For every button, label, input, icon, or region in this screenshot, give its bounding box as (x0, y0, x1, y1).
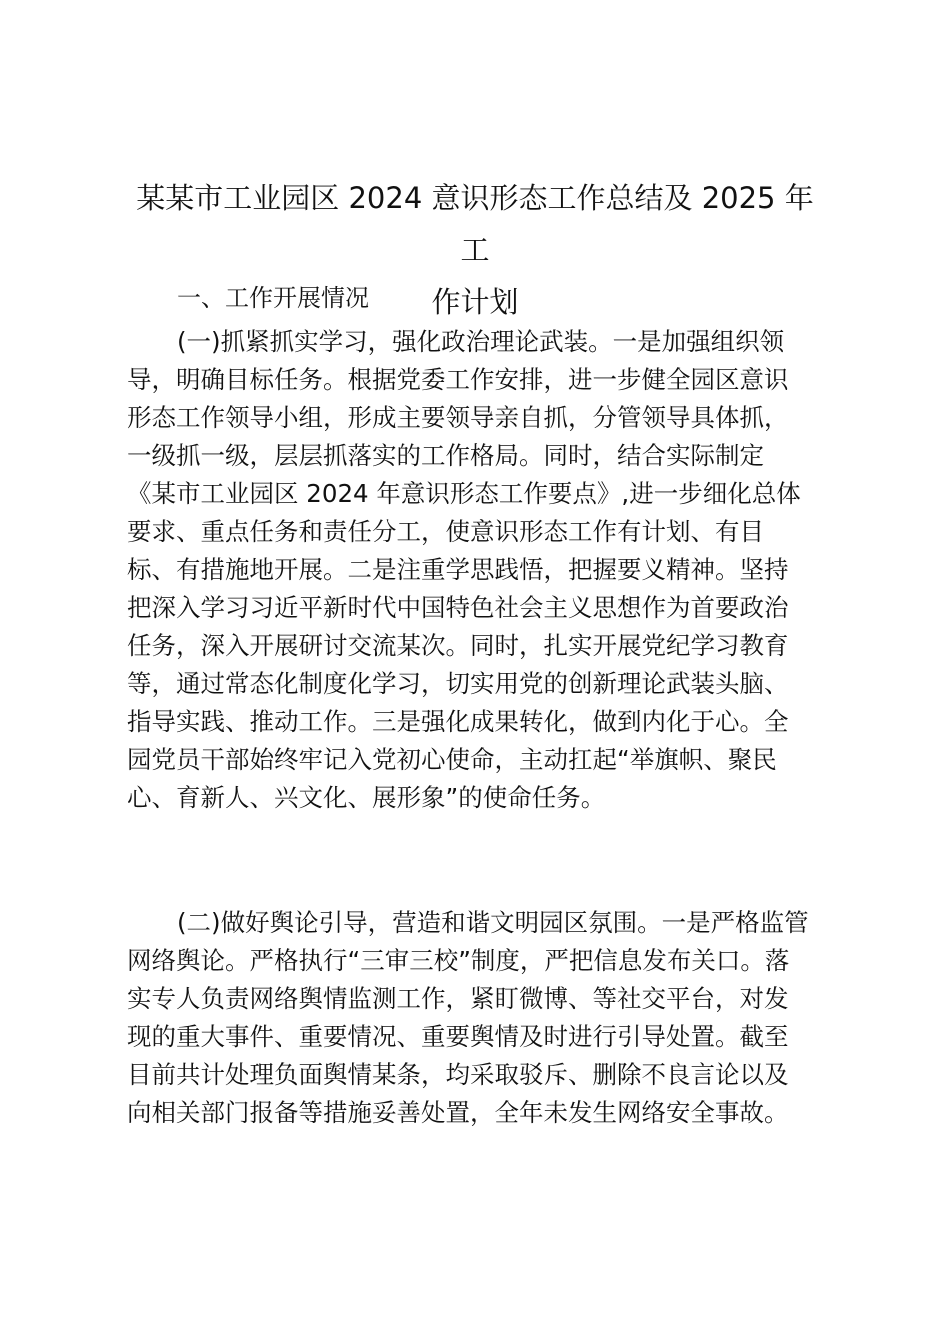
paragraph-line: 向相关部门报备等措施妥善处置，全年未发生网络安全事故。 (127, 1098, 789, 1127)
paragraph-line: 《某市工业园区 2024 年意识形态工作要点》,进一步细化总体 (127, 479, 801, 508)
paragraph-line: 等，通过常态化制度化学习，切实用党的创新理论武装头脑、 (127, 669, 789, 698)
paragraph-line: 实专人负责网络舆情监测工作，紧盯微博、等社交平台，对发 (127, 984, 789, 1013)
paragraph-line: 要求、重点任务和责任分工，使意识形态工作有计划、有目 (127, 517, 764, 546)
paragraph-line: 形态工作领导小组，形成主要领导亲自抓，分管领导具体抓， (127, 403, 789, 432)
paragraph-line: 一级抓一级，层层抓落实的工作格局。同时，结合实际制定 (127, 441, 764, 470)
title-line-1: 某某市工业园区 2024 意识形态工作总结及 2025 年工 (136, 181, 814, 267)
paragraph-line: 指导实践、推动工作。三是强化成果转化，做到内化于心。全 (127, 707, 789, 736)
paragraph-line: (一)抓紧抓实学习，强化政治理论武装。一是加强组织领 (177, 327, 785, 356)
paragraph-line: 任务，深入开展研讨交流某次。同时，扎实开展党纪学习教育 (127, 631, 789, 660)
paragraph-line: (二)做好舆论引导，营造和谐文明园区氛围。一是严格监管 (177, 908, 809, 937)
paragraph-line: 现的重大事件、重要情况、重要舆情及时进行引导处置。截至 (127, 1022, 789, 1051)
paragraph-line: 园党员干部始终牢记入党初心使命，主动扛起“举旗帜、聚民 (127, 745, 777, 774)
paragraph-line: 心、育新人、兴文化、展形象”的使命任务。 (127, 783, 606, 812)
title-line-2: 作计划 (431, 285, 519, 319)
paragraph-line: 标、有措施地开展。二是注重学思践悟，把握要义精神。坚持 (127, 555, 789, 584)
paragraph-line: 网络舆论。严格执行“三审三校”制度，严把信息发布关口。落 (127, 946, 790, 975)
paragraph-line: 把深入学习习近平新时代中国特色社会主义思想作为首要政治 (127, 593, 789, 622)
paragraph-line: 导，明确目标任务。根据党委工作安排，进一步健全园区意识 (127, 365, 789, 394)
paragraph-line: 目前共计处理负面舆情某条，均采取驳斥、删除不良言论以及 (127, 1060, 789, 1089)
section-heading: 一、工作开展情况 (177, 284, 369, 312)
